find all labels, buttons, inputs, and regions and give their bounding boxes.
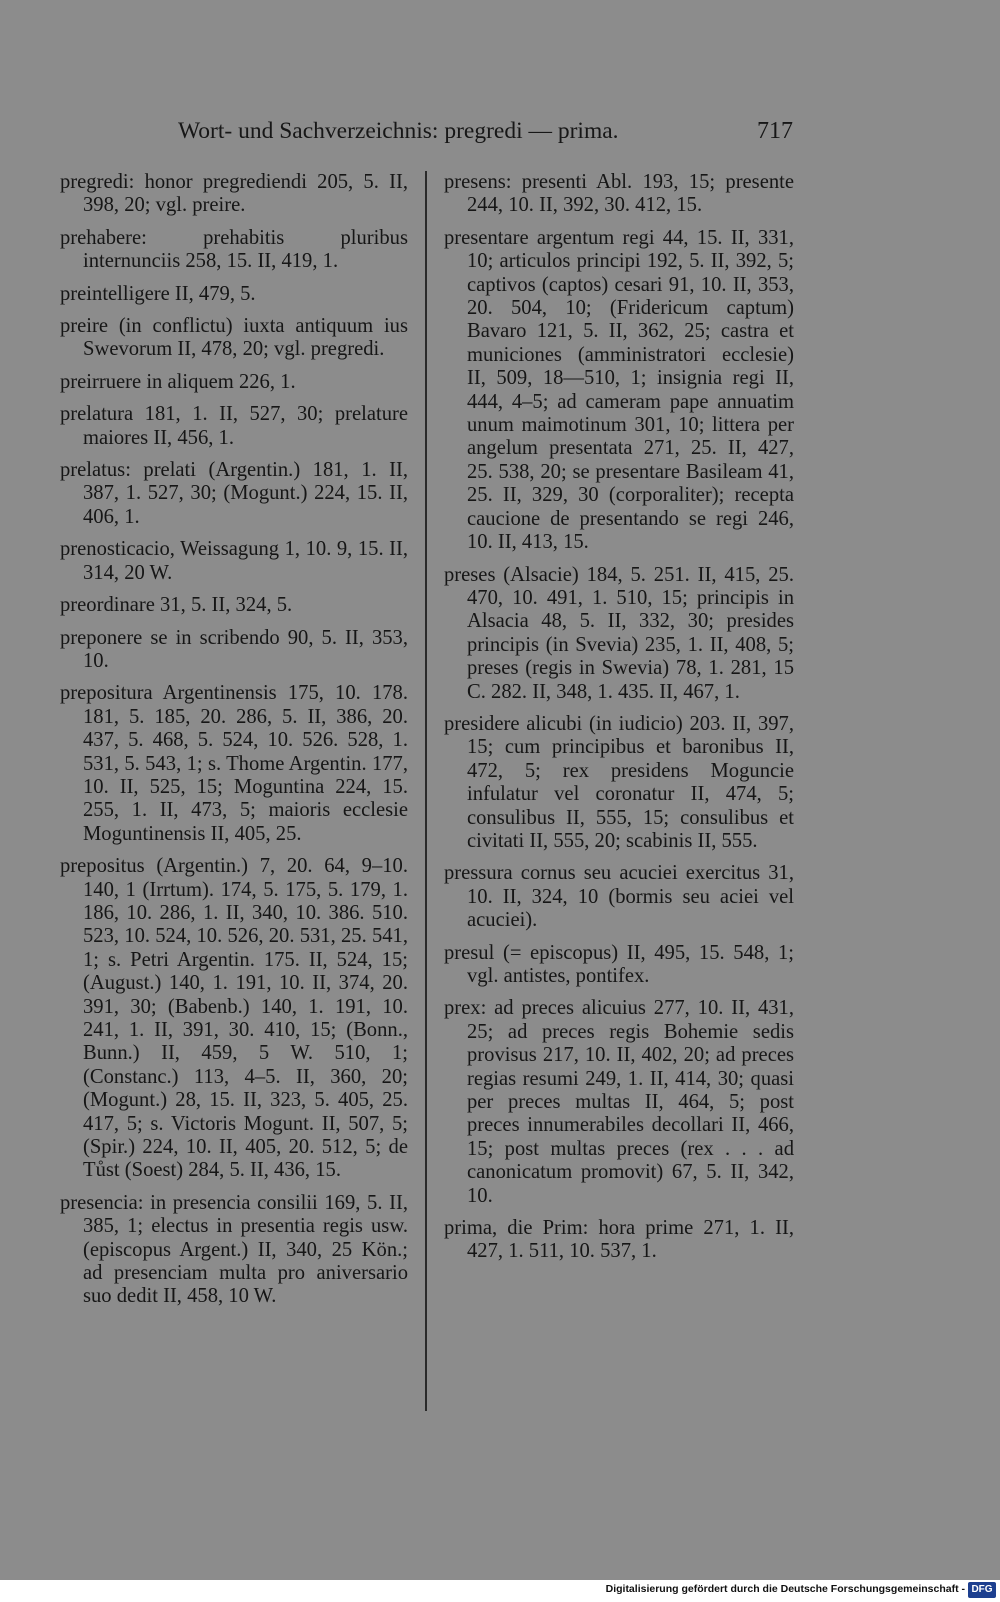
- index-entry: prelatura 181, 1. II, 527, 30; prelature maiores II, 456, 1.: [60, 403, 408, 449]
- index-entry: preire (in conflictu) iuxta antiquum ius Swevorum II, 478, 20; vgl. pregredi.: [60, 315, 408, 361]
- index-entry: prenosticacio, Weissagung 1, 10. 9, 15. II, 314, 20 W.: [60, 538, 408, 584]
- index-entry: preses (Alsacie) 184, 5. 251. II, 415, 25. 470, 10. 491, 1. 510, 15; principis in Alsacia 48, 5. II, 332, 30; presides principis (in Svevia) 235, 1. II, 408, 5; preses (regis in Swevia) 78, 1. 281, 15 C. 282. II, 348, 1. 435. II, 467, 1.: [444, 563, 794, 703]
- right-column: [444, 171, 794, 1273]
- index-entry: pregredi: honor pregrediendi 205, 5. II, 398, 20; vgl. preire.: [60, 171, 408, 217]
- index-entry: preordinare 31, 5. II, 324, 5.: [60, 594, 293, 617]
- index-entry: prelatus: prelati (Argentin.) 181, 1. II, 387, 1. 527, 30; (Mogunt.) 224, 15. II, 406, 1.: [60, 459, 408, 528]
- index-entry: presul (= episcopus) II, 495, 15. 548, 1; vgl. antistes, pontifex.: [444, 941, 794, 987]
- index-entry: prima, die Prim: hora prime 271, 1. II, 427, 1. 511, 10. 537, 1.: [444, 1217, 794, 1263]
- running-header: [178, 113, 793, 149]
- index-entry: preponere se in scribendo 90, 5. II, 353, 10.: [60, 626, 408, 672]
- page-number: 717: [757, 118, 793, 144]
- index-entry: prepositura Argentinensis 175, 10. 178. 181, 5. 185, 20. 286, 5. II, 386, 20. 437, 5. 468, 5. 524, 10. 526. 528, 1. 531, 5. 543, 1; s. Thome Argentin. 177, 10. II, 525, 15; Moguntina 224, 15. 255, 1. II, 473, 5; maioris ecclesie Moguntinensis II, 405, 25.: [60, 682, 408, 845]
- left-column: [60, 171, 408, 1318]
- index-entry: prex: ad preces alicuius 277, 10. II, 431, 25; ad preces regis Bohemie sedis provisus 217, 10. II, 402, 20; ad preces regias resumi 249, 1. II, 414, 30; quasi per preces multas II, 464, 5; post preces innumerabiles decollari II, 466, 15; post multas preces (rex . . . ad canonicatum promovit) 67, 5. II, 342, 10.: [444, 997, 794, 1207]
- index-entry: presidere alicubi (in iudicio) 203. II, 397, 15; cum principibus et baronibus II, 472, 5; rex presidens Moguncie infulatur vel coronatur II, 474, 5; consulibus II, 555, 15; consulibus et civitati II, 555, 20; scabinis II, 555.: [444, 712, 794, 852]
- running-title: Wort- und Sachverzeichnis: pregredi — prima.: [178, 118, 619, 144]
- index-entry: preirruere in aliquem 226, 1.: [60, 370, 296, 393]
- dfg-logo: DFG: [968, 1582, 996, 1598]
- index-entry: preintelligere II, 479, 5.: [60, 282, 256, 305]
- index-entry: presentare argentum regi 44, 15. II, 331, 10; articulos principi 192, 5. II, 392, 5; captivos (captos) cesari 91, 10. II, 353, 20. 504, 10; (Fridericum captum) Bavaro 121, 5. II, 362, 25; castra et municiones (amministratori ecclesie) II, 509, 18—510, 1; insignia regi II, 444, 4–5; ad cameram pape annuatim unum maimotinum 301, 10; littera per angelum presentata 271, 25. II, 427, 25. 538, 20; se presentare Basileam 41, 25. II, 329, 30 (corporaliter); recepta caucione de presentando se regi 246, 10. II, 413, 15.: [444, 226, 794, 554]
- index-entry: presencia: in presencia consilii 169, 5. II, 385, 1; electus in presentia regis usw. (episcopus Argent.) II, 340, 25 Kön.; ad presenciam multa pro aniversario suo dedit II, 458, 10 W.: [60, 1191, 408, 1308]
- index-entry: prepositus (Argentin.) 7, 20. 64, 9–10. 140, 1 (Irrtum). 174, 5. 175, 5. 179, 1. 186, 10. 286, 1. II, 340, 10. 386. 510. 523, 10. 524, 10. 526, 20. 531, 25. 541, 1; s. Petri Argentin. 175. II, 524, 15; (August.) 140, 1. 191, 10. II, 374, 20. 391, 30; (Babenb.) 140, 1. 191, 10. 241, 1. II, 391, 30. 410, 15; (Bonn., Bunn.) II, 459, 5 W. 510, 1; (Constanc.) 113, 4–5. II, 360, 20; (Mogunt.) 28, 15. II, 323, 5. 405, 25. 417, 5; s. Victoris Mogunt. II, 507, 5; (Spir.) 224, 10. II, 405, 20. 512, 5; de Tůst (Soest) 284, 5. II, 436, 15.: [60, 855, 408, 1182]
- index-entry: prehabere: prehabitis pluribus internunciis 258, 15. II, 419, 1.: [60, 226, 408, 273]
- funding-credit: Digitalisierung gefördert durch die Deutsche Forschungsgemeinschaft -: [605, 1583, 965, 1595]
- column-divider: [425, 171, 427, 1411]
- digitization-footer: [0, 1580, 1000, 1602]
- index-entry: presens: presenti Abl. 193, 15; presente 244, 10. II, 392, 30. 412, 15.: [444, 171, 794, 217]
- index-entry: pressura cornus seu acuciei exercitus 31, 10. II, 324, 10 (bormis seu aciei vel acuciei).: [444, 862, 794, 932]
